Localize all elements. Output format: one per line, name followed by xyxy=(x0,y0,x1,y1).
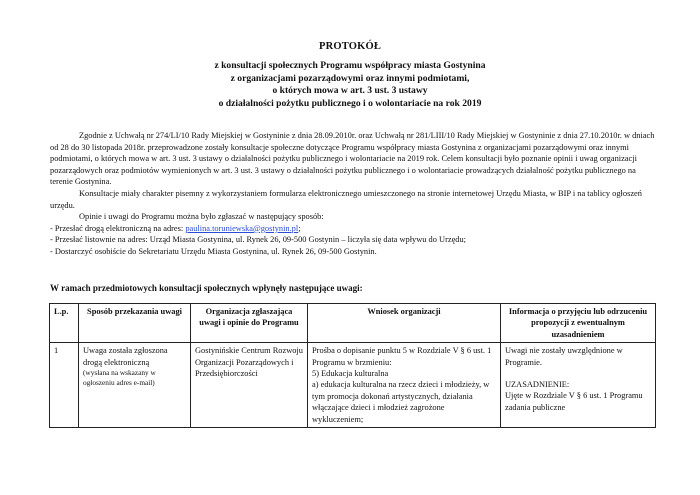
cell-lp: 1 xyxy=(50,343,79,428)
subtitle-line: z konsultacji społecznych Programu współpracy miasta Gostynina xyxy=(214,60,486,71)
submission-method-email xyxy=(50,223,656,235)
header-method: Sposób przekazania uwagi xyxy=(79,304,191,343)
cell-request xyxy=(308,343,501,428)
email-method-label: - Przesłać drogą elektroniczną na adres: xyxy=(50,223,186,233)
request-line: a) edukacja kulturalna na rzecz dzieci i młodzieży, w tym promocja dokonań artystycznych, działania włączające dzieci i młodzież zagrożone wykluczeniem; xyxy=(312,380,490,424)
contact-email-link[interactable]: paulina.toruniewska@gostynin.pl xyxy=(185,223,299,233)
subtitle-line: o których mowa w art. 3 ust. 3 ustawy xyxy=(272,85,428,97)
consultation-form-paragraph: Konsultacje miały charakter pisemny z wykorzystaniem formularza elektronicznego umieszczonego na stronie internetowej Urzędu Miasta, w BIP i na tablicy ogłoszeń urzędu. xyxy=(50,188,642,210)
cell-decision xyxy=(501,343,656,428)
section-heading: W ramach przedmiotowych konsultacji społecznych wpłynęły następujące uwagi: xyxy=(50,283,363,293)
decision-status: Uwagi nie zostały uwzględnione w Programie. xyxy=(505,346,623,367)
cell-organization: Gostynińskie Centrum Rozwoju Organizacji Pozarządowych i Przedsiębiorczości xyxy=(191,343,308,428)
decision-justification-label: UZASADNIENIE: xyxy=(505,380,570,390)
table-header-row xyxy=(50,304,656,343)
document-subtitle xyxy=(0,60,700,110)
method-note-text: (wysłana na wskazany w ogłoszeniu adres e-mail) xyxy=(83,368,156,387)
cell-method xyxy=(79,343,191,428)
subtitle-line: z organizacjami pozarządowymi oraz innymi podmiotami, xyxy=(230,72,470,84)
intro-paragraph: Zgodnie z Uchwałą nr 274/LI/10 Rady Miejskiej w Gostyninie z dnia 28.09.2010r. oraz Uchwałą nr 281/LIII/10 Rady Miejskiej w Gostyninie z dnia 27.10.2010r. w dniach od 28 do 30 listopada 2018r. przeprowadzone zostały konsultacje społeczne dotyczące Programu współpracy miasta Gostynina z organizacjami pozarządowymi oraz innymi podmiotami, o których mowa w art. 3 ust. 3 ustawy o działalności pożytku publicznego i wolontariacie na 2019 rok. Celem konsultacji było poznanie opinii i uwag organizacji pozarządowych oraz podmiotów wymienionych w art. 3 ust. 3 ustawy o działalności pożytku publicznego i o wolontariacie prowadzących działalność pożytku publicznego na terenie Gostynina. xyxy=(50,131,655,187)
email-method-suffix: ; xyxy=(298,223,301,233)
submission-method-in-person: - Dostarczyć osobiście do Sekretariatu Urzędu Miasta Gostynina, ul. Rynek 26, 09-500 Gostynin. xyxy=(50,246,377,256)
document-title: PROTOKÓŁ xyxy=(318,41,382,52)
header-decision: Informacja o przyjęciu lub odrzuceniu propozycji z ewentualnym uzasadnieniem xyxy=(501,304,656,343)
document-body xyxy=(50,130,656,258)
request-line: 5) Edukacja kulturalna xyxy=(312,369,389,379)
submission-method-post: - Przesłać listownie na adres: Urząd Miasta Gostynina, ul. Rynek 26, 09-500 Gostynin – liczyła się data wpływu do Urzędu; xyxy=(50,235,466,245)
decision-justification-text: Ujęte w Rozdziale V § 6 ust. 1 Programu zadania publiczne xyxy=(505,391,643,412)
header-request: Wniosek organizacji xyxy=(308,304,501,343)
header-lp: L.p. xyxy=(50,304,79,343)
subtitle-line: o działalności pożytku publicznego i o wolontariacie na rok 2019 xyxy=(218,97,482,109)
submission-methods-intro: Opinie i uwagi do Programu można było zgłaszać w następujący sposób: xyxy=(79,212,324,222)
comments-table xyxy=(49,303,656,428)
table-row xyxy=(50,343,656,428)
request-line: Prośba o dopisanie punktu 5 w Rozdziale V § 6 ust. 1 Programu w brzmieniu: xyxy=(312,346,492,367)
method-main-text: Uwaga została zgłoszona drogą elektroniczną xyxy=(83,346,168,367)
header-organization: Organizacja zgłaszająca uwagi i opinie do Programu xyxy=(191,304,308,343)
